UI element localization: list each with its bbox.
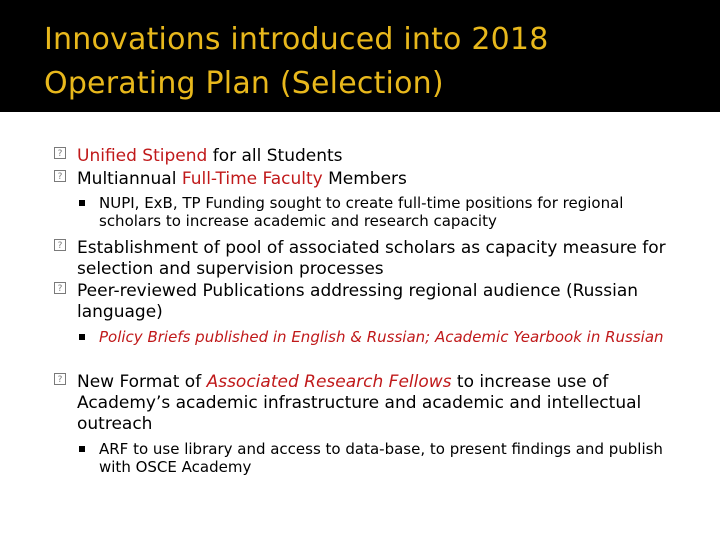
bullet-text: to increase use of Academy’s academic infrastructure and academic and intellectual outreach <box>77 372 642 434</box>
filled-square-icon <box>79 334 85 340</box>
bullet-associated-scholars <box>57 238 697 280</box>
subbullet-arf <box>99 440 689 476</box>
subbullet-text: Policy Briefs published in English & Russian; Academic Yearbook in Russian <box>99 328 664 346</box>
subbullet-text: NUPI, ExB, TP Funding sought to create full-time positions for regional scholars to increase academic and research capacity <box>99 194 624 230</box>
square-box-icon: ? <box>54 147 66 159</box>
bullet-text: New Format of <box>77 372 207 392</box>
bullet-text: Establishment of pool of associated scholars as capacity measure for selection and supervision processes <box>77 238 666 279</box>
bullet-text: Members <box>322 169 407 189</box>
subbullet-text: ARF to use library and access to data-base, to present findings and publish with OSCE Academy <box>99 440 663 476</box>
highlight-text: Unified Stipend <box>77 146 208 166</box>
subbullet-funding <box>99 194 689 230</box>
filled-square-icon <box>79 446 85 452</box>
filled-square-icon <box>79 200 85 206</box>
bullet-text: for all Students <box>207 146 343 166</box>
title-bar <box>0 0 720 112</box>
bullet-unified-stipend <box>57 146 697 167</box>
title-line-1: Innovations introduced into 2018 <box>44 22 549 57</box>
highlight-text: Associated Research Fellows <box>206 372 452 392</box>
square-box-icon: ? <box>54 239 66 251</box>
title-line-2: Operating Plan (Selection) <box>44 66 444 101</box>
bullet-research-fellows <box>57 372 697 435</box>
bullet-text: Multiannual <box>77 169 182 189</box>
square-box-icon: ? <box>54 373 66 385</box>
slide-title <box>44 18 704 106</box>
bullet-publications <box>57 281 697 323</box>
highlight-text: Full-Time Faculty <box>181 169 323 189</box>
bullet-full-time-faculty <box>57 169 697 190</box>
bullet-text: Peer-reviewed Publications addressing regional audience (Russian language) <box>77 281 639 322</box>
square-box-icon: ? <box>54 282 66 294</box>
subbullet-policy-briefs <box>99 328 689 346</box>
square-box-icon: ? <box>54 170 66 182</box>
